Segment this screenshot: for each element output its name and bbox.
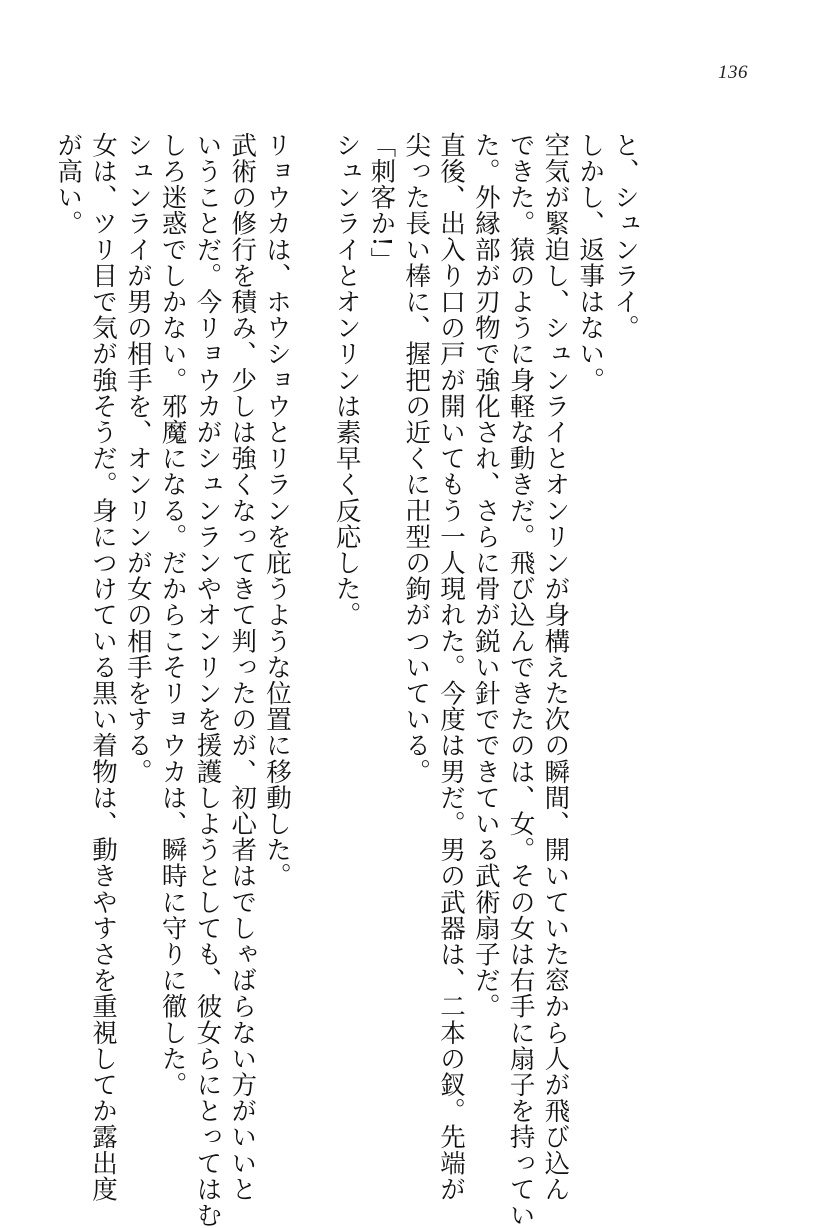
text-line: しかし、返事はない。 xyxy=(575,132,606,393)
text-line: た。外縁部が刃物で強化され、さらに骨が鋭い針でできている武術扇子だ。 xyxy=(470,132,501,1020)
text-line: が高い。 xyxy=(53,132,84,237)
text-line: いうことだ。今リョウカがシュンランやオンリンを援護しようとしても、彼女らにとってはむ xyxy=(192,132,223,1228)
text-line: シュンライが男の相手を、オンリンが女の相手をする。 xyxy=(122,132,153,785)
text-line: できた。猿のように身軽な動きだ。飛び込んできたのは、女。その女は右手に扇子を持ってい xyxy=(505,132,536,1228)
body-text xyxy=(50,132,642,1228)
text-line: と、シュンライ。 xyxy=(610,132,640,341)
text-line: 尖った長い棒に、握把の近くに卍型の鉤がついている。 xyxy=(401,132,432,785)
text-line: リョウカは、ホウショウとリランを庇うような位置に移動した。 xyxy=(262,132,293,889)
text-line: しろ迷惑でしかない。邪魔になる。だからこそリョウカは、瞬時に守りに徹した。 xyxy=(157,132,188,1098)
text-line: 「刺客か!」 xyxy=(366,132,397,274)
text-line: 武術の修行を積み、少しは強くなってきて判ったのが、初心者はでしゃばらない方がいいと xyxy=(227,132,258,1203)
text-line: シュンライとオンリンは素早く反応した。 xyxy=(331,132,362,628)
text-line: 空気が緊迫し、シュンライとオンリンが身構えた次の瞬間、開いていた窓から人が飛び込ん xyxy=(540,132,571,1203)
page-number: 136 xyxy=(718,62,748,83)
text-line: 女は、ツリ目で気が強そうだ。身につけている黒い着物は、動きやすさを重視してか露出度 xyxy=(88,132,119,1203)
blank-line xyxy=(294,132,329,1142)
text-line: 直後、出入り口の戸が開いてもう一人現れた。今度は男だ。男の武器は、二本の釵。先端が xyxy=(436,132,467,1203)
